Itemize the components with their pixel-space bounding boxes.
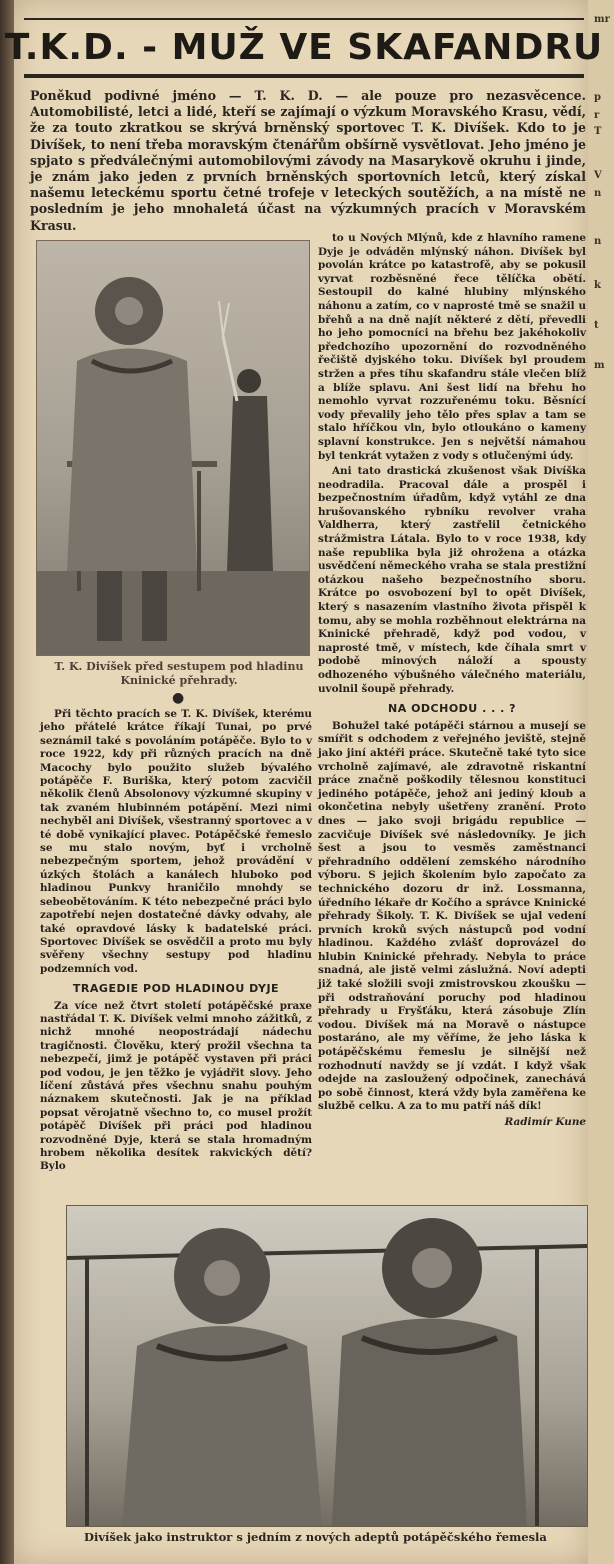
neighbor-fragment: T (594, 126, 602, 137)
photo-caption: T. K. Divíšek před sestupem pod hladinu Kninické přehrady. (54, 660, 304, 687)
neighbor-fragment: mr (594, 14, 610, 25)
neighbor-fragment: V (594, 170, 602, 181)
neighbor-fragment: n (594, 188, 602, 199)
diver-before-descent-photo (36, 240, 310, 656)
photo-caption: Divíšek jako instruktor s jedním z nových adeptů potápěčského řemesla (84, 1530, 547, 1544)
paragraph: Bohužel také potápěči stárnou a musejí se smířit s odchodem z veřejného jeviště, stejně jako jiní aktéři práce. Skutečně také tyto sice vrcholně zajímavé, ale zdravotně riskantní práce značně poškodily tělesnou konstituci jediného potápěče, jehož ani jediný kloub a okončetina nebyly ušetřeny zranění. Proto dnes — jako svoji brigádu republice — zacvičuje Divíšek své následovníky. Je jich šest a jsou to vesměs zaměstnanci přehradního oddělení zemského národního výboru. S jejich školením bylo započato za technického dozoru dr inž. Lossmanna, úředního lékaře dr Kočího a správce Kninické přehrady Šikoly. T. K. Divíšek se ujal vedení prvních kroků svých nástupců pod vodní hladinou. Každého zvlášť doprovázel do hlubin Kninické přehrady. Nebyla to práce snadná, ale jistě velmi záslužná. Noví adepti již také složili svoji zmistrovskou zkoušku — při odstraňování poruchy pod hladinou přehrady u Fryšťáku, která zásobuje Zlín vodou. Divíšek má na Moravě o nástupce postaráno, ale my věříme, že jeho láska k potápěčskému řemeslu je silnější než rozhodnutí navždy se jí vzdát. I když však odejde na zasloužený odpočinek, zanechává po sobě činnost, která vždy byla zaměřena ke službě celku. A za to mu patří náš dík! (318, 719, 586, 1113)
two-divers-illustration (67, 1206, 587, 1526)
neighbor-fragment: t (594, 320, 599, 331)
paragraph: Za více než čtvrt století potápěčské praxe nastřádal T. K. Divíšek velmi mnoho zážitků, z nichž mnohé neopostrádají nádechu tragičnosti. Člověku, který prožil všechna ta nebezpečí, jimž je potápěč vystaven při práci pod vodou, je jen těžko je vyjádřit slovy. Jeho líčení zůstává přes všechnu snahu pouhým náznakem skutečnosti. Jak je na příklad popsat věrojatně všechno to, co musel prožít potápěč Divíšek při práci pod hladinou rozvodněné Dyje, která se stala hromadným hrobem několika desítek rakvických dětí? Bylo (40, 999, 312, 1173)
newspaper-clipping (4, 0, 604, 1564)
neighbor-fragment: r (594, 110, 600, 121)
article-lead: Poněkud podivné jméno — T. K. D. — ale pouze pro nezasvěcence. Automobilisté, letci a lidé, kteří se zajímají o výzkum Moravského Krasu, vědí, že za touto zkratkou se skrývá brněnský sportovec T. K. Divíšek. Kdo to je Divíšek, to není třeba moravským čtenářům obšírně vysvětlovat. Jeho jméno je spjato s předválečnými automobilovými závody na Masarykově okruhu i jinde, je znám jako jeden z prvních brněnských sportovních letců, který získal našemu leteckému sportu četné trofeje v leteckých soutěžích, a na místě ne posledním je jeho mnohaletá účast na výzkumných pracích v Moravském Krasu. (30, 88, 586, 233)
two-divers-photo (66, 1205, 588, 1527)
author-signature: Radimír Kune (504, 1116, 586, 1128)
adjacent-clipping-edge-right (586, 0, 614, 1564)
subheading: TRAGEDIE POD HLADINOU DYJE (72, 982, 280, 996)
neighbor-fragment: m (594, 360, 605, 371)
adjacent-clipping-edge-left (0, 0, 14, 1564)
article-headline: T.K.D. - MUŽ VE SKAFANDRU (4, 26, 604, 68)
section-bullet: ● (172, 690, 185, 706)
diver-photo-illustration (37, 241, 309, 655)
headline-banner (4, 18, 604, 78)
paragraph: to u Nových Mlýnů, kde z hlavního ramene Dyje je odváděn mlýnský náhon. Divíšek byl povolán krátce po katastrofě, aby se pokusil vyrvat rozběsněné řece tělíčka obětí. Sestoupil do kalné hlubiny mlýnského náhonu a zatím, co v naprosté tmě se snažil u břehů a na dně najít některé z dětí, převedli ho jeho pomocníci na břehu bez jakéhokoliv předchozího upozornění do rozvodněného řečiště dyjského toku. Divíšek byl proudem stržen a přes tíhu skafandru stále vlečen blíž a blíže splavu. Ani šest lidí na břehu ho nemohlo vyrvat rozzuřenému toku. Běsnící vody převalily jeho tělo přes splav a tam se stalo hříčkou vln, bylo otloukáno o kameny splavní konstrukce. Jen s největší námahou byl tenkrát vytažen z vody s otlučenými údy. (318, 232, 586, 462)
subheading: NA ODCHODU . . . ? (388, 702, 516, 716)
right-column (318, 232, 586, 1130)
neighbor-fragment: k (594, 280, 601, 291)
neighbor-fragment: p (594, 92, 601, 103)
neighbor-fragment: n (594, 236, 602, 247)
paragraph: Při těchto pracích se T. K. Divíšek, kterému jeho přátelé krátce říkají Tunai, po prvé seznámil také s povoláním potápěče. Bylo to v roce 1922, kdy při různých pracích na dně Macochy bylo použito služeb bývalého potápěče F. Buriška, který potom zacvičil několik členů Absolonovy výzkumné skupiny v tak zvaném hlubinném potápění. Mezi nimi nechyběl ani Divíšek, všestranný sportovec a v té době vynikající plavec. Potápěčské řemeslo se mu stalo novým, byť i vrcholně nebezpečným sportem, jehož provádění v úzkých štolách a kanálech hluboko pod hladinou Punkvy hraničilo mnohdy se sebeobětováním. K této nebezpečné práci bylo zapotřebí nejen dostatečné dávky odvahy, ale také opravdové lásky k badatelské práci. Sportovec Divíšek se osvědčil a proto mu byly svěřeny všechny sestupy pod hladinu podzemních vod. (40, 708, 312, 975)
left-column (40, 708, 312, 1176)
paragraph: Ani tato drastická zkušenost však Divíška neodradila. Pracoval dále a prospěl i bezpečnostním úřadům, když vytáhl ze dna hrušovanského rybníku revolver vraha Valdherra, který zastřelil četnického strážmistra Látala. Bylo to v roce 1938, kdy naše republika byla již ohrožena a otázka usvědčení německého vraha se stala prestižní otázkou našeho bezpečnostního sboru. Krátce po osvobození byl to opět Divíšek, který s nasazením vlastního života přispěl k tomu, aby se mohla rozběhnout elektrárna na Kninické přehradě, když pod vodou, v naprosté tmě, v místech, kde číhala smrt v podobě minových náloží a spousty odhozeného výbušného válečného materiálu, uvolnil šoupě přehrady. (318, 465, 586, 695)
